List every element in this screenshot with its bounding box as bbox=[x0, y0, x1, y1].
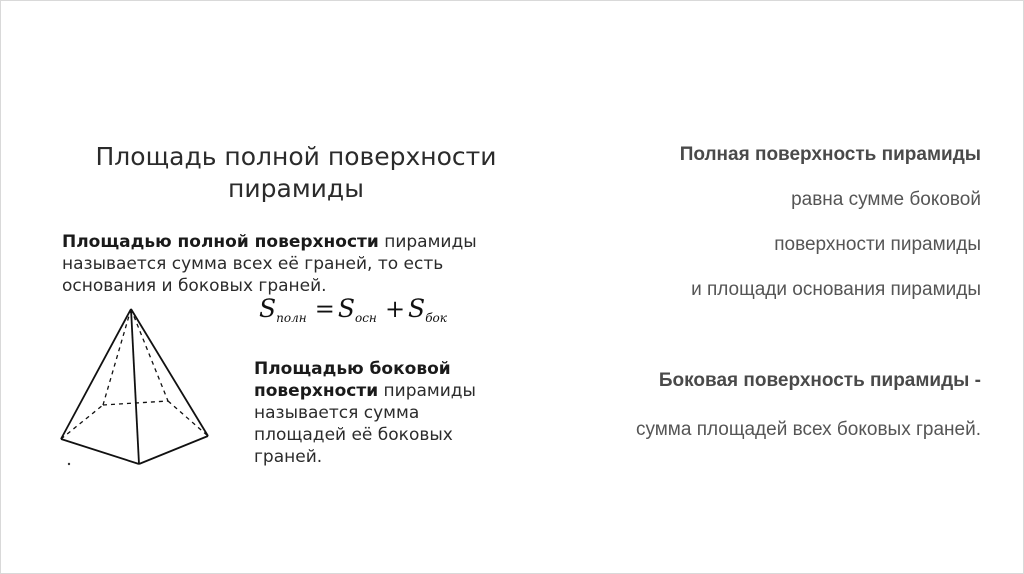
lateral-def-rest: пирамиды bbox=[378, 381, 476, 401]
summary-heading-lateral: Боковая поверхность пирамиды - bbox=[658, 370, 981, 391]
lateral-def-line-2 bbox=[254, 380, 504, 402]
lateral-def-line-1 bbox=[254, 358, 504, 380]
summary-line-4: и площади основания пирамиды bbox=[691, 279, 981, 300]
full-def-line-1 bbox=[62, 231, 502, 253]
area-formula bbox=[259, 294, 447, 325]
full-def-line-2: называется сумма всех её граней, то есть bbox=[62, 254, 444, 274]
full-def-line-3: основания и боковых граней. bbox=[62, 276, 327, 296]
formula-s-lateral: S bbox=[408, 294, 426, 323]
summary-line-3: поверхности пирамиды bbox=[774, 234, 981, 255]
formula-s-full: S bbox=[259, 294, 277, 323]
full-def-term: Площадью полной поверхности bbox=[62, 232, 379, 252]
formula-sub-lateral: бок bbox=[425, 311, 447, 325]
lateral-def-line-4: площадей её боковых bbox=[254, 425, 453, 445]
formula-sub-base: осн bbox=[354, 311, 377, 325]
lateral-def-term-1: Площадью боковой bbox=[254, 359, 451, 379]
full-surface-definition bbox=[62, 231, 502, 297]
summary-line-2: равна сумме боковой bbox=[791, 189, 981, 210]
title-line-2: пирамиды bbox=[228, 174, 364, 203]
full-def-rest: пирамиды bbox=[378, 232, 477, 252]
summary-line-6: сумма площадей всех боковых граней. bbox=[635, 419, 981, 440]
lateral-def-term-2: поверхности bbox=[254, 381, 379, 401]
lateral-def-line-5: граней. bbox=[254, 447, 323, 467]
summary-heading-full: Полная поверхность пирамиды bbox=[679, 144, 981, 165]
formula-s-base: S bbox=[337, 294, 355, 323]
formula-sub-full: полн bbox=[276, 311, 307, 325]
lateral-def-line-3: называется сумма bbox=[254, 403, 420, 423]
lateral-surface-definition bbox=[254, 358, 504, 468]
page-title bbox=[61, 141, 531, 205]
formula-equals: = bbox=[314, 295, 335, 323]
pyramid-icon bbox=[56, 301, 216, 471]
title-line-1: Площадь полной поверхности bbox=[95, 142, 497, 171]
formula-plus: + bbox=[384, 295, 406, 323]
